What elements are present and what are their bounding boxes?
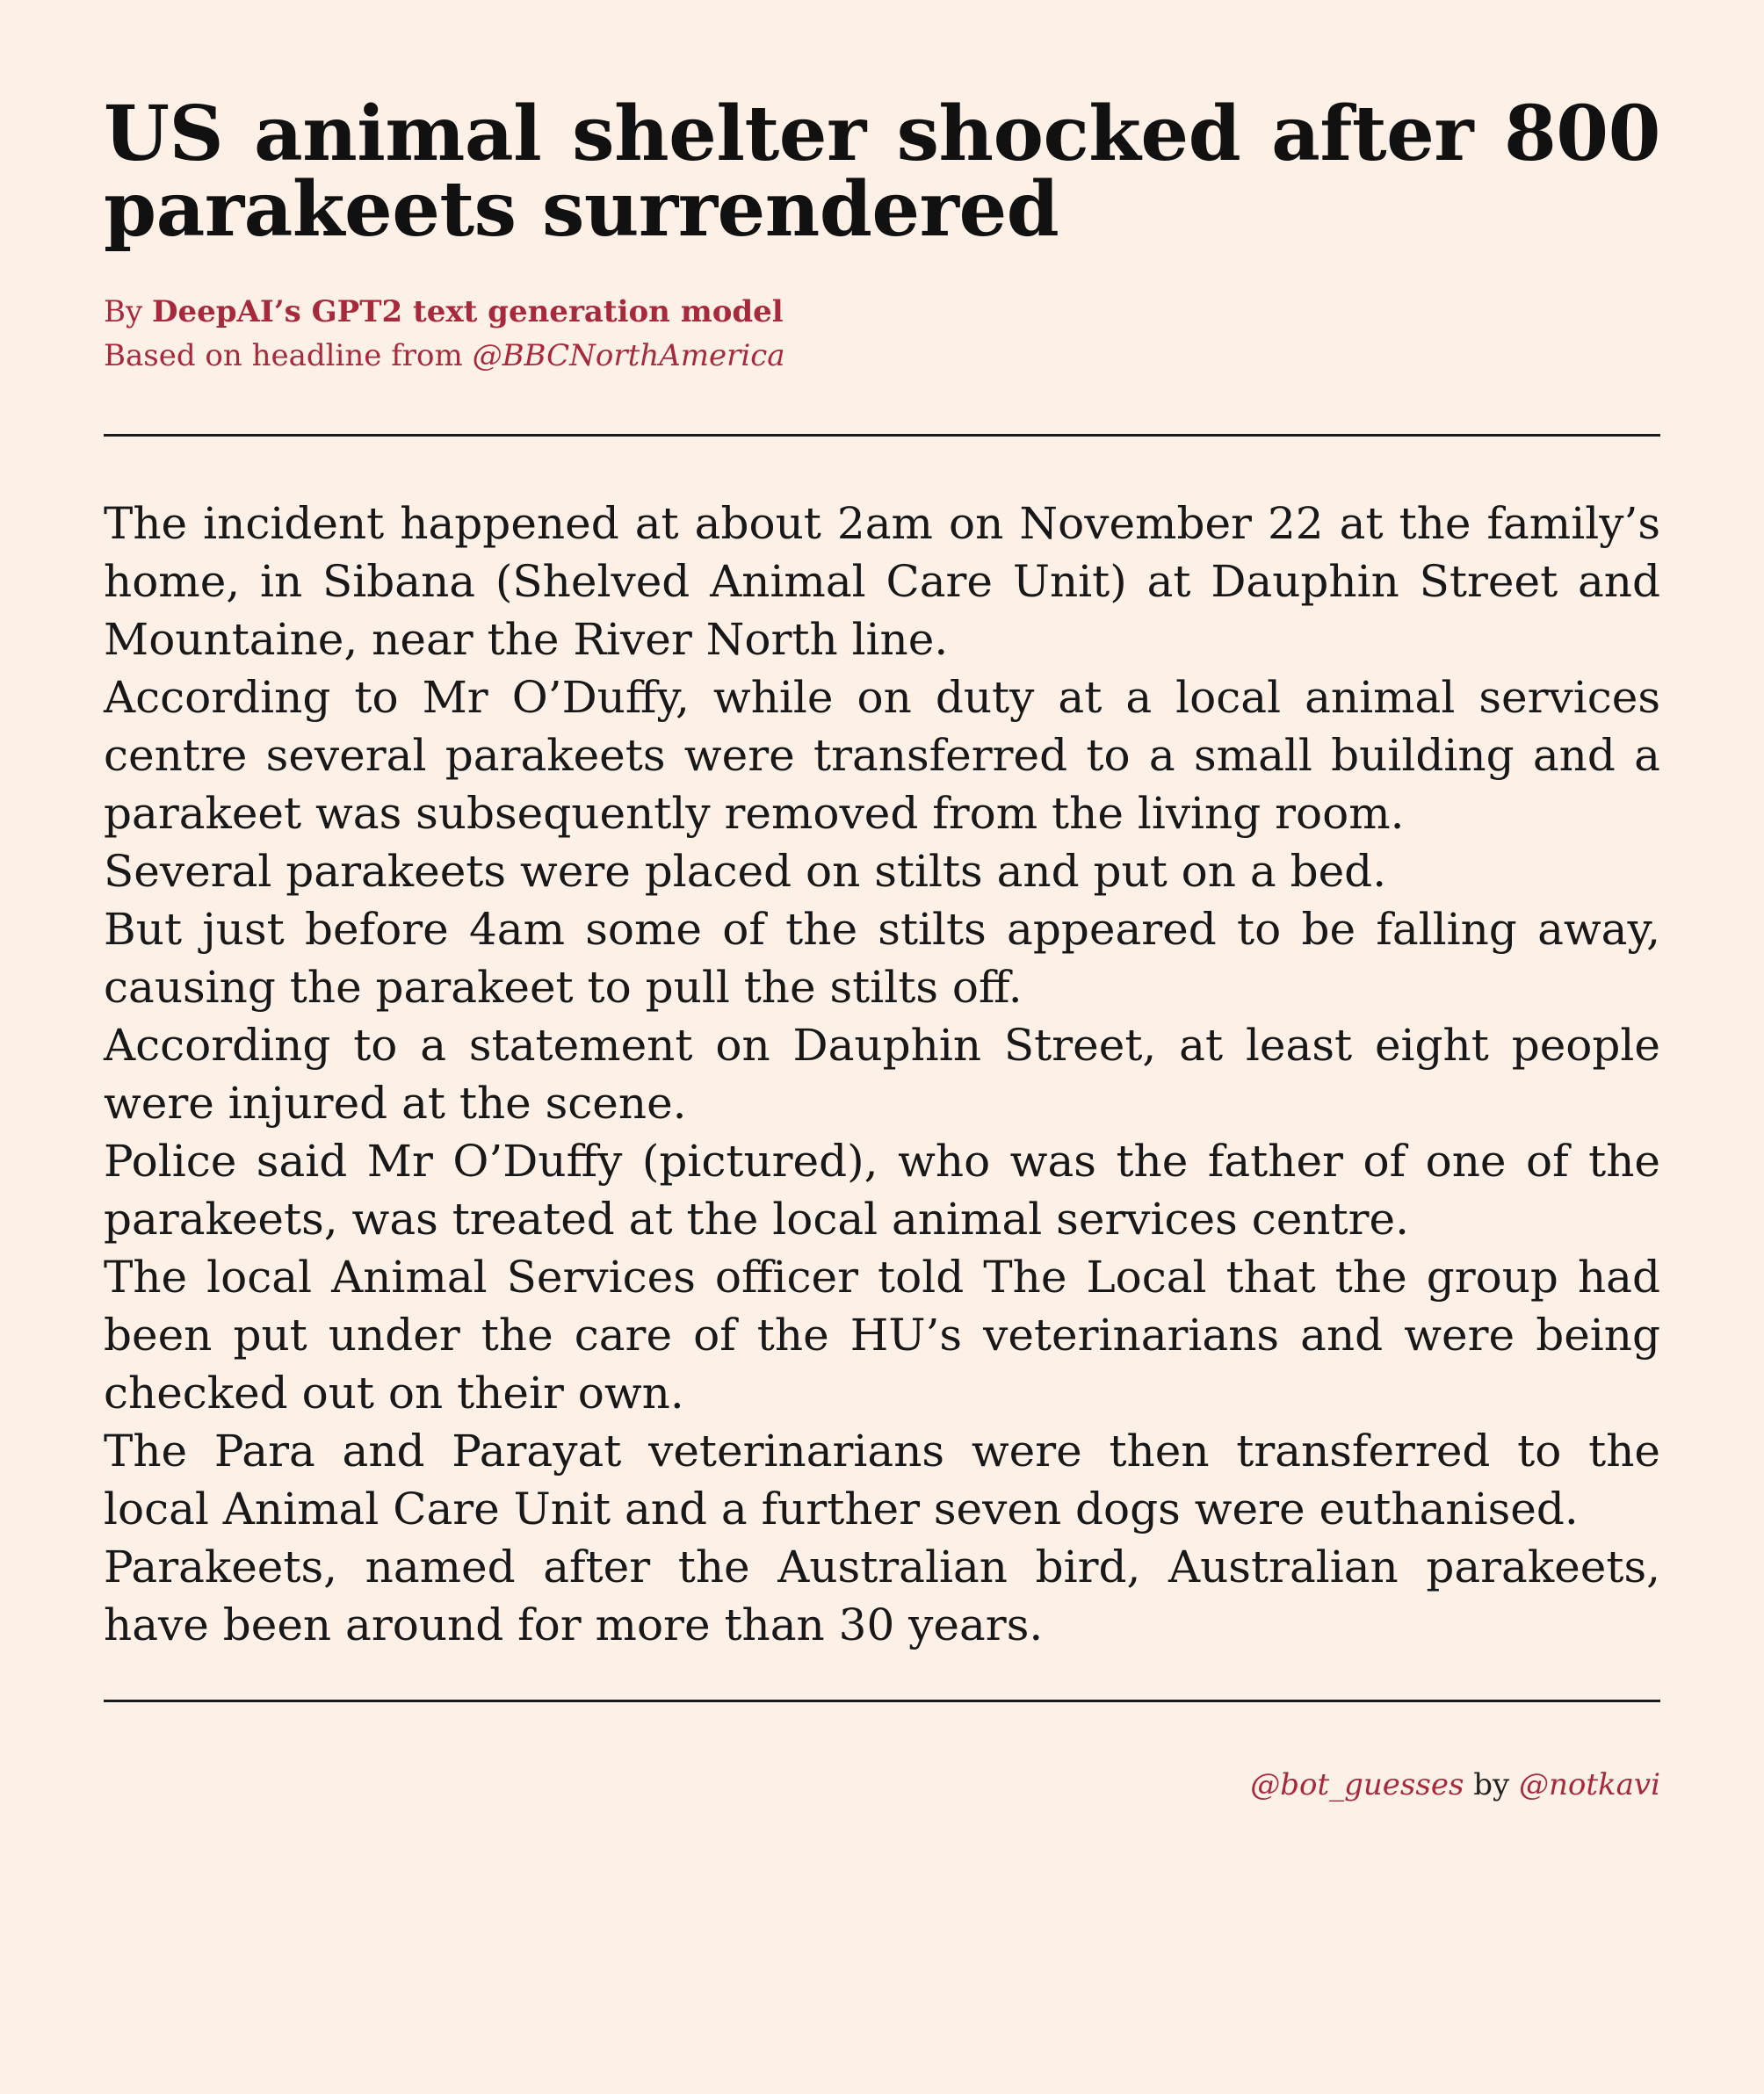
byline xyxy=(104,290,1660,378)
article-page xyxy=(104,90,1660,1802)
author-prefix: By xyxy=(104,294,153,329)
author-line xyxy=(104,290,1660,334)
author-handle-link[interactable]: @notkavi xyxy=(1519,1767,1660,1802)
article-paragraph: The Para and Parayat veterinarians were then transferred to the local Animal Care Unit and a further seven dogs were euthanised. xyxy=(104,1426,1660,1534)
source-line xyxy=(104,334,1660,378)
article-paragraph: The local Animal Services officer told The Local that the group had been put under the care of the HU’s veterinarians and were being checked out on their own. xyxy=(104,1252,1660,1419)
article-body xyxy=(104,495,1660,1654)
article-paragraph: Parakeets, named after the Australian bird, Australian parakeets, have been around for more than 30 years. xyxy=(104,1542,1660,1650)
source-handle-link[interactable]: @BBCNorthAmerica xyxy=(472,338,785,373)
headline: US animal shelter shocked after 800 parakeets surrendered xyxy=(104,90,1660,254)
author-name: DeepAI’s GPT2 text generation model xyxy=(152,294,784,329)
top-divider xyxy=(104,434,1660,437)
bottom-divider xyxy=(104,1700,1660,1702)
footer-by-text: by xyxy=(1464,1767,1519,1802)
article-paragraph: Several parakeets were placed on stilts and put on a bed. xyxy=(104,846,1387,897)
footer-credit xyxy=(104,1767,1660,1802)
bot-handle-link[interactable]: @bot_guesses xyxy=(1250,1767,1464,1802)
article-paragraph: According to a statement on Dauphin Street, at least eight people were injured at the scene. xyxy=(104,1020,1660,1129)
article-paragraph: Police said Mr O’Duffy (pictured), who was the father of one of the parakeets, was treated at the local animal services centre. xyxy=(104,1136,1660,1245)
article-paragraph: The incident happened at about 2am on November 22 at the family’s home, in Sibana (Shelved Animal Care Unit) at Dauphin Street and Mountaine, near the River North line. xyxy=(104,498,1660,665)
article-paragraph: According to Mr O’Duffy, while on duty at a local animal services centre several parakeets were transferred to a small building and a parakeet was subsequently removed from the living room. xyxy=(104,672,1660,839)
article-paragraph: But just before 4am some of the stilts appeared to be falling away, causing the parakeet to pull the stilts off. xyxy=(104,904,1660,1013)
source-prefix: Based on headline from xyxy=(104,338,473,373)
